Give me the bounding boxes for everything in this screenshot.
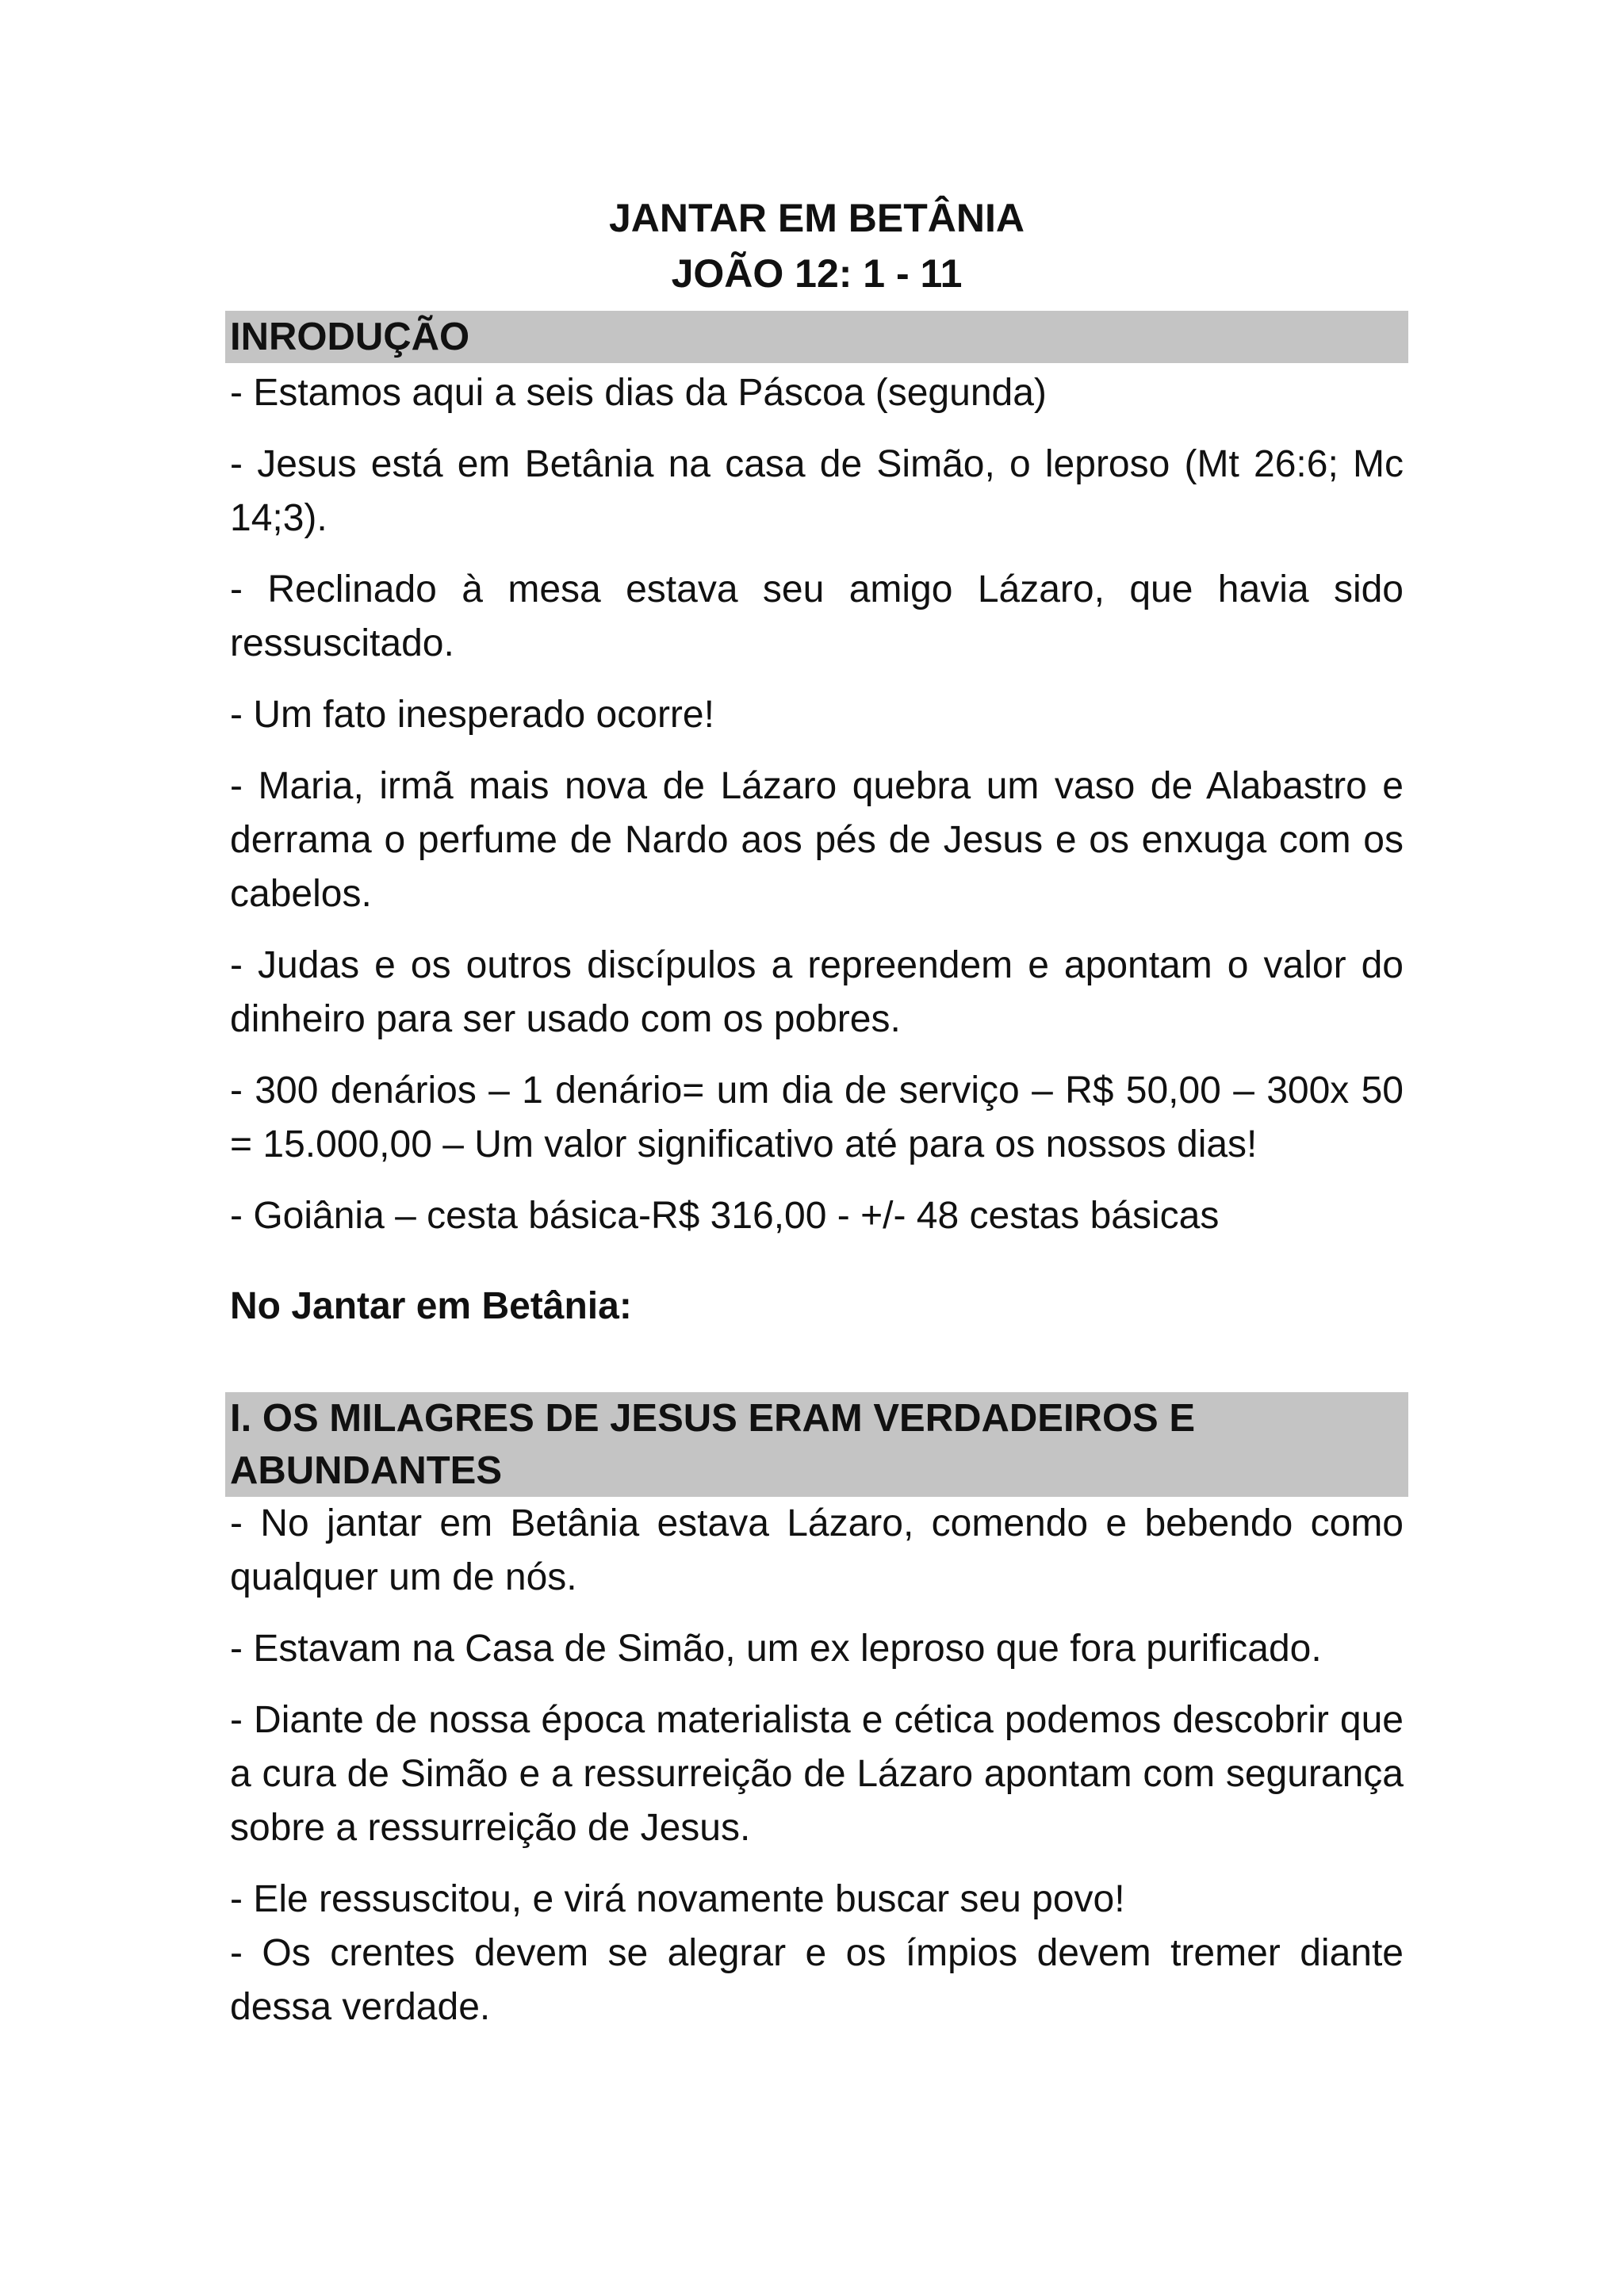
intro-paragraph: - Goiânia – cesta básica-R$ 316,00 - +/- 48 cestas básicas [230,1195,1220,1237]
intro-paragraph: - Judas e os outros discípulos a repreendem e apontam o valor do dinheiro para ser usado com os pobres. [230,944,1404,1040]
section-two-paragraph: - Os crentes devem se alegrar e os ímpios devem tremer diante dessa verdade. [230,1932,1404,2028]
section-two-paragraph: - Ele ressuscitou, e virá novamente buscar seu povo! [230,1878,1125,1920]
section-two-paragraph: - Diante de nossa época materialista e cética podemos descobrir que a cura de Simão e a ressurreição de Lázaro apontam com segurança sobre a ressurreição de Jesus. [230,1699,1404,1849]
intro-paragraph: - Um fato inesperado ocorre! [230,694,714,736]
subheading-jantar: No Jantar em Betânia: [230,1285,632,1327]
document-subtitle-reference: JOÃO 12: 1 - 11 [671,251,963,296]
intro-paragraph: - Jesus está em Betânia na casa de Simão, o leproso (Mt 26:6; Mc 14;3). [230,443,1404,539]
section-two [230,1392,1404,2034]
intro-paragraph: - Estamos aqui a seis dias da Páscoa (segunda) [230,372,1047,414]
intro-paragraph: - Maria, irmã mais nova de Lázaro quebra um vaso de Alabastro e derrama o perfume de Nardo aos pés de Jesus e os enxuga com os cabelos. [230,765,1404,915]
section-two-paragraph: - No jantar em Betânia estava Lázaro, comendo e bebendo como qualquer um de nós. [230,1502,1404,1598]
title-block [230,190,1404,301]
intro-paragraph: - Reclinado à mesa estava seu amigo Lázaro, que havia sido ressuscitado. [230,568,1404,664]
section-heading-milagres: I. OS MILAGRES DE JESUS ERAM VERDADEIROS E ABUNDANTES [225,1392,1408,1497]
document-title: JANTAR EM BETÂNIA [608,196,1025,240]
intro-paragraph: - 300 denários – 1 denário= um dia de serviço – R$ 50,00 – 300x 50 = 15.000,00 – Um valor significativo até para os nossos dias! [230,1070,1404,1165]
section-two-paragraph: - Estavam na Casa de Simão, um ex leproso que fora purificado. [230,1628,1322,1670]
section-heading-introduction: INRODUÇÃO [225,311,1408,363]
document-content [230,190,1404,2034]
